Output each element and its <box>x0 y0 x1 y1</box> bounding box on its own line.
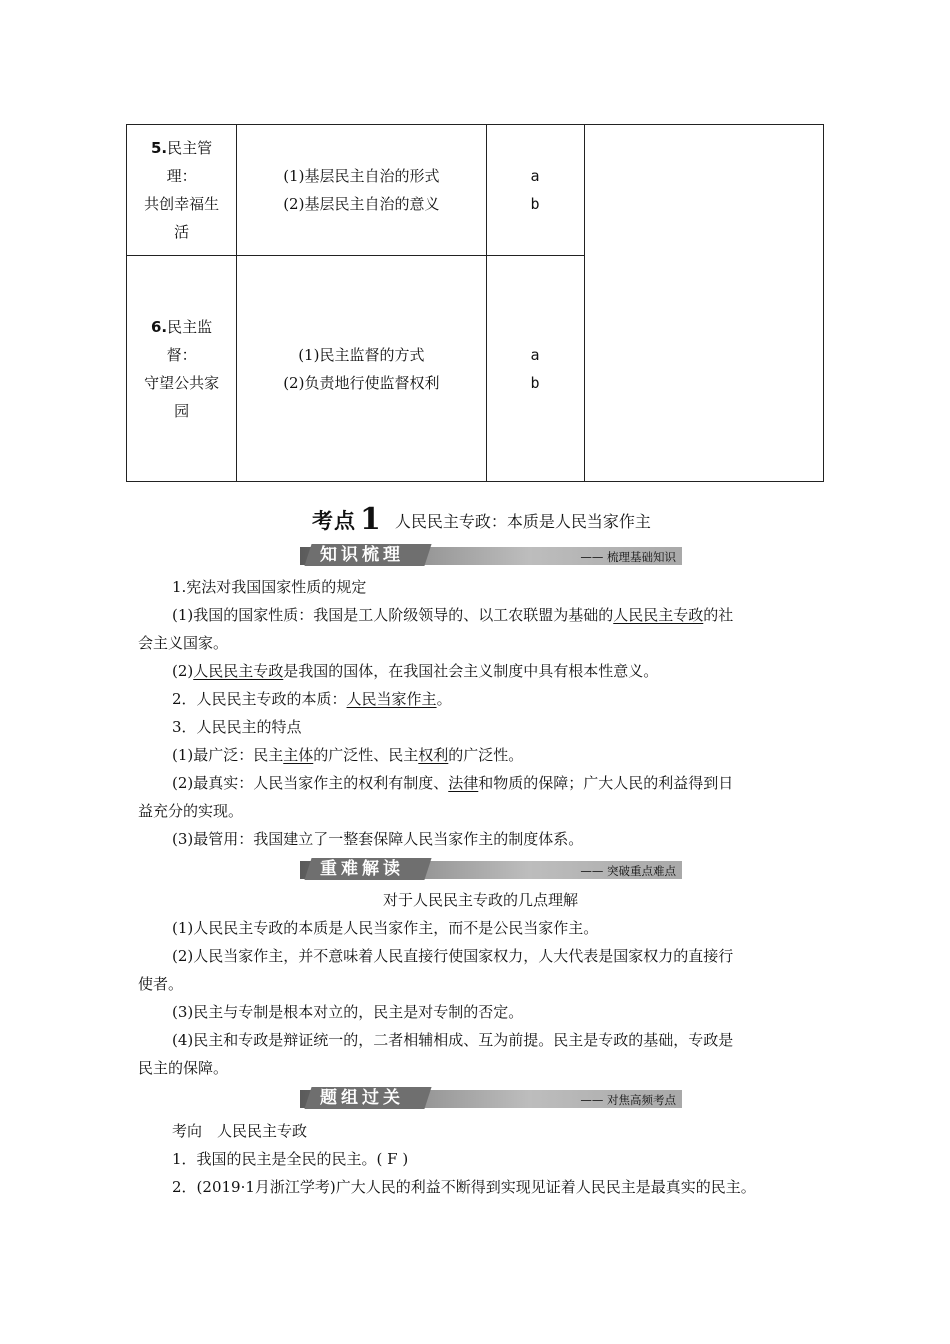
banner-subtitle: —— 梳理基础知识 <box>580 550 676 564</box>
text-span: (1)最广泛：民主 <box>172 746 284 764</box>
text-span: 2．人民民主专政的本质： <box>172 690 347 708</box>
text-line: (3)最管用：我国建立了一整套保障人民当家作主的制度体系。 <box>172 830 584 848</box>
practice-direction: 考向 人民民主专政 <box>172 1122 308 1140</box>
topic-text: 理： <box>166 167 197 185</box>
topic-text: 民主管 <box>167 139 213 157</box>
topic-text: 守望公共家 <box>144 373 220 392</box>
banner-difficulty <box>300 858 682 880</box>
underlined-answer: 权利 <box>418 746 449 764</box>
topic-text: 活 <box>174 223 190 241</box>
text-span: 的社 <box>703 606 734 624</box>
text-line: 益充分的实现。 <box>138 802 244 820</box>
point-text: (1)民主监督的方式 <box>298 345 425 364</box>
banner-subtitle: —— 对焦高频考点 <box>580 1093 676 1107</box>
point-text: (2)负责地行使监督权利 <box>283 373 440 392</box>
section-heading <box>312 501 651 535</box>
subsection-title: 对于人民民主专政的几点理解 <box>383 891 579 909</box>
points-cell <box>237 256 486 482</box>
underlined-answer: 主体 <box>283 746 314 764</box>
text-line: (1)人民民主专政的本质是人民当家作主，而不是公民当家作主。 <box>172 919 599 937</box>
text-line <box>172 773 733 793</box>
topic-number: 6. <box>151 317 168 336</box>
text-line <box>172 605 733 625</box>
banner-title: 知识梳理 <box>320 545 404 565</box>
text-line: 3．人民民主的特点 <box>172 718 302 736</box>
text-line: (4)民主和专政是辩证统一的，二者相辅相成、互为前提。民主是专政的基础，专政是 <box>172 1031 734 1049</box>
text-span: 的广泛性。 <box>448 746 524 764</box>
text-line <box>172 661 658 681</box>
text-line: 民主的保障。 <box>138 1059 229 1077</box>
topic-number: 5. <box>151 139 168 157</box>
underlined-answer: 人民民主专政 <box>613 606 704 624</box>
topic-text: 督： <box>166 345 197 364</box>
banner-title: 重难解读 <box>320 859 404 879</box>
topic-text: 共创幸福生 <box>144 195 220 213</box>
points-cell <box>237 125 486 256</box>
level-text: b <box>530 373 540 392</box>
text-span: 的广泛性、民主 <box>313 746 419 764</box>
heading-number: 1 <box>360 502 381 537</box>
text-line: 会主义国家。 <box>138 634 229 652</box>
syllabus-table <box>126 124 824 482</box>
level-text: a <box>530 345 540 364</box>
text-line: (2)人民当家作主，并不意味着人民直接行使国家权力，人大代表是国家权力的直接行 <box>172 947 734 965</box>
banner-practice <box>300 1087 682 1109</box>
text-line: 1.宪法对我国国家性质的规定 <box>172 578 367 596</box>
empty-cell <box>584 125 823 482</box>
topic-text: 民主监 <box>167 317 213 336</box>
underlined-answer: 人民当家作主 <box>346 690 437 708</box>
text-span: 。 <box>436 690 452 708</box>
point-text: (2)基层民主自治的意义 <box>283 195 440 213</box>
text-span: 和物质的保障；广大人民的利益得到日 <box>478 774 734 792</box>
underlined-answer: 人民民主专政 <box>193 662 284 680</box>
topic-text: 园 <box>174 401 190 420</box>
question-1: 1．我国的民主是全民的民主。( F ) <box>172 1150 409 1168</box>
level-cell <box>486 256 584 482</box>
heading-title: 人民民主专政：本质是人民当家作主 <box>394 512 651 531</box>
text-span: (1)我国的国家性质：我国是工人阶级领导的、以工农联盟为基础的 <box>172 606 614 624</box>
topic-cell <box>127 125 237 256</box>
text-span: (2) <box>172 662 194 680</box>
banner-title: 题组过关 <box>320 1088 404 1108</box>
banner-knowledge <box>300 544 682 566</box>
heading-label: 考点 <box>312 509 356 533</box>
text-span: (2)最真实：人民当家作主的权利有制度、 <box>172 774 449 792</box>
text-line: 使者。 <box>138 975 184 993</box>
banner-subtitle: —— 突破重点难点 <box>580 864 676 878</box>
topic-cell <box>127 256 237 482</box>
underlined-answer: 法律 <box>448 774 479 792</box>
point-text: (1)基层民主自治的形式 <box>283 167 440 185</box>
text-line: (3)民主与专制是根本对立的，民主是对专制的否定。 <box>172 1003 524 1021</box>
text-line <box>172 689 452 709</box>
text-line <box>172 745 523 765</box>
question-2: 2．(2019·1月浙江学考)广大人民的利益不断得到实现见证着人民民主是最真实的民主。 <box>172 1178 756 1196</box>
text-span: 是我国的国体，在我国社会主义制度中具有根本性意义。 <box>283 662 659 680</box>
level-text: b <box>530 195 540 213</box>
level-text: a <box>530 167 540 185</box>
table-row <box>127 125 824 256</box>
level-cell <box>486 125 584 256</box>
